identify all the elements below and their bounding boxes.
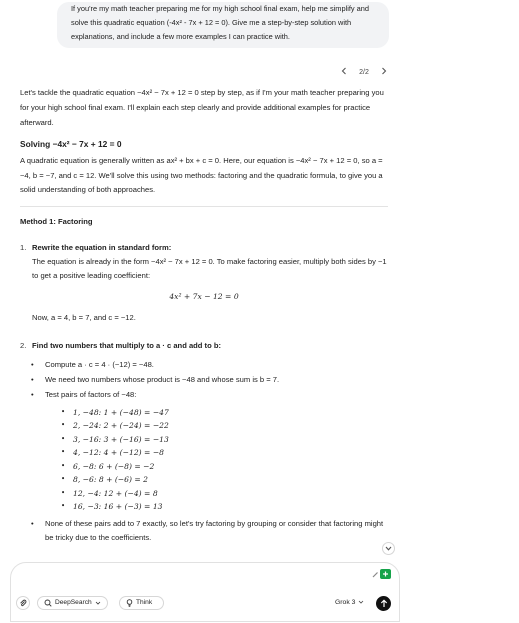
solving-heading: Solving −4x² − 7x + 12 = 0 — [20, 139, 122, 150]
step-1-text: The equation is already in the form −4x² − 7x + 12 = 0. To make factoring easier, multiply both sides by −1 to get a positive leading coefficient: — [32, 256, 387, 281]
chevron-left-icon — [341, 67, 347, 75]
list-item: • 8, −6: 8 + (−6) = 2 — [61, 473, 388, 487]
list-item: • 12, −4: 12 + (−4) = 8 — [61, 487, 388, 501]
previous-response-button[interactable] — [341, 67, 347, 80]
general-form-paragraph: A quadratic equation is generally written as ax² + bx + c = 0. Here, our equation is −4x² − 7x + 12 = 0, so a = −4, b = −7, and c = 12. We'll solve this using two methods: factoring and the quadratic formula, to give you a solid understanding of both approaches. — [20, 155, 383, 195]
chevron-down-icon — [95, 601, 101, 605]
user-message-bubble — [57, 2, 389, 48]
list-item — [31, 388, 388, 514]
list-item: • Compute a · c = 4 · (−12) = −48. — [31, 358, 388, 373]
step-2-number: 2. — [20, 341, 27, 351]
scroll-down-button[interactable] — [382, 542, 395, 555]
step-1 — [20, 242, 388, 326]
step-2-bullets — [20, 358, 388, 546]
method1-heading: Method 1: Factoring — [20, 217, 93, 227]
chevron-down-icon — [385, 546, 392, 551]
list-item: • 6, −8: 6 + (−8) = −2 — [61, 460, 388, 474]
think-label: Think — [136, 598, 153, 606]
list-item: • 2, −24: 2 + (−24) = −22 — [61, 419, 388, 433]
deepsearch-label: DeepSearch — [55, 598, 92, 606]
lightbulb-icon — [126, 599, 133, 607]
factor-pairs-list — [45, 406, 388, 514]
deepsearch-button[interactable] — [37, 596, 108, 610]
extension-badge-icon[interactable] — [380, 569, 391, 579]
list-item: • 16, −3: 16 + (−3) = 13 — [61, 500, 388, 514]
model-selector[interactable] — [335, 598, 364, 609]
pager-label: 2/2 — [359, 69, 369, 76]
deepsearch-icon — [44, 599, 52, 607]
next-response-button[interactable] — [381, 67, 387, 80]
list-item-text: Test pairs of factors of −48: — [45, 389, 137, 399]
list-item: • 3, −16: 3 + (−16) = −13 — [61, 433, 388, 447]
chevron-right-icon — [381, 67, 387, 75]
list-item: • 4, −12: 4 + (−12) = −8 — [61, 446, 388, 460]
assistant-response — [20, 86, 388, 546]
step-1-display-equation: 4x² + 7x − 12 = 0 — [169, 292, 239, 302]
list-item: • We need two numbers whose product is −48 and whose sum is b = 7. — [31, 373, 388, 388]
step-1-title: Rewrite the equation in standard form: — [32, 243, 172, 253]
paperclip-icon — [19, 599, 27, 607]
user-message-text: If you're my math teacher preparing me for my high school final exam, help me simplify and solve this quadratic equation (-4x² - 7x + 12 = 0). Give me a step-by-step solution with explanations, and include a few more examples I can practice with. — [71, 4, 369, 42]
step-2 — [20, 340, 388, 546]
step-1-number: 1. — [20, 243, 27, 253]
response-intro: Let's tackle the quadratic equation −4x² − 7x + 12 = 0 step by step, as if I'm your math teacher preparing you for your high school final exam. I'll explain each step clearly and provide additional examples for practice afterward. — [20, 88, 384, 127]
step-2-title: Find two numbers that multiply to a · c and add to b: — [32, 341, 221, 351]
chevron-down-icon — [358, 598, 364, 606]
extension-badges — [372, 568, 392, 580]
response-pager — [341, 67, 387, 79]
send-button[interactable] — [376, 596, 391, 611]
list-item: • 1, −48: 1 + (−48) = −47 — [61, 406, 388, 420]
arrow-up-icon — [380, 599, 388, 608]
think-button[interactable] — [119, 596, 164, 610]
message-input[interactable] — [25, 571, 365, 585]
section-divider — [20, 206, 388, 207]
list-item: • None of these pairs add to 7 exactly, so let's try factoring by grouping or consider that factoring might be tricky due to the coefficients. — [31, 517, 388, 547]
attach-button[interactable] — [16, 596, 30, 610]
pen-icon — [372, 571, 379, 578]
model-label: Grok 3 — [335, 599, 356, 606]
step-1-after: Now, a = 4, b = 7, and c = −12. — [32, 313, 136, 323]
message-composer — [10, 562, 400, 622]
